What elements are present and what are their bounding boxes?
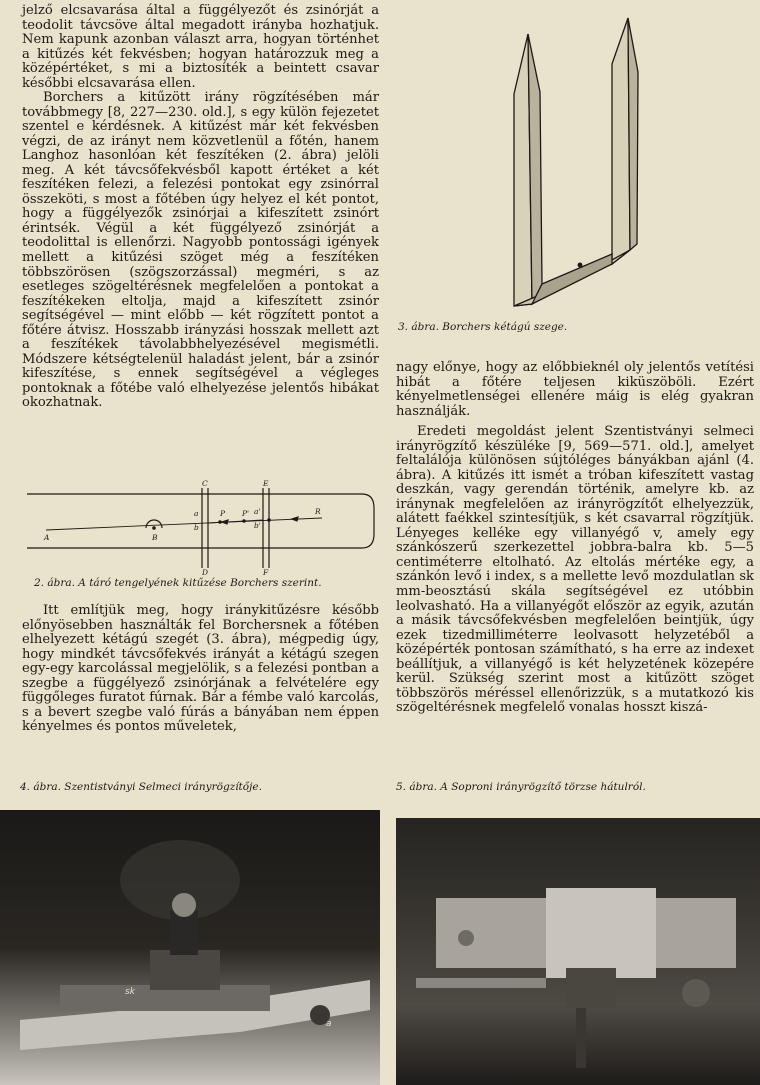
fig2-label-small-a: a: [194, 509, 199, 518]
figure-5-caption: 5. ábra. A Soproni irányrögzítő törzse hátulról.: [396, 781, 646, 793]
figure-2-diagram: [22, 476, 382, 576]
right-paragraph-1: nagy előnye, hogy az előbbieknél oly jelentős vetítési hibát a főtére teljesen kiküszöböli. Ezért kényelmetlenségei ellenére máig is elég gyakran használják.: [396, 360, 754, 419]
fig4-label-sk: sk: [125, 987, 135, 997]
figure-3-drawing: [490, 14, 650, 314]
left-paragraph-3: Itt említjük meg, hogy iránykitűzésre később előnyösebben használták fel Borchersnek a főtében elhelyezett kétágú szegét (3. ábra), mégpedig úgy, hogy mindkét távcsőfekvés irányát a kétágú szegen egy-egy karcolással megjelölik, s a felezési pontban a szegbe a függélyező zsinórjának a felvételére egy függőleges furatot fúrnak. Bár a fémbe való karcolás, s a bevert szegbe való fúrás a bányában nem éppen kényelmes és pontos műveletek,: [22, 603, 379, 735]
figure-4-photo: [0, 810, 380, 1085]
figure-5-photo: [396, 818, 760, 1085]
figure-4-caption: 4. ábra. Szentistványi Selmeci irányrögzítője.: [20, 781, 262, 793]
fig2-label-a-prime: a': [254, 507, 261, 516]
fig2-label-e: E: [263, 479, 269, 488]
fig2-label-p-prime: P': [242, 509, 250, 518]
right-paragraph-2: Eredeti megoldást jelent Szentistványi selmeci irányrögzítő készüléke [9, 569—571. old.], amelyet feltalálója különösen sújtóléges bányákban ajánl (4. ábra). A kitűzés itt ismét a tróban kifeszített vastag deszkán, vagy gerendán történik, amelyre kb. az iránynak megfelelően az irányrögzítőt elhelyezzük, alátett faékkel szintesítjük, s két csavarral rögzítjük. Lényeges kelléke egy villanyégő v, amely egy szánkószerű szerkezettel jobbra-balra kb. 5—5 centiméterre eltolható. Az eltolás mértéke egy, a szánkón levő i index, s a mellette levő mozdulatlan sk mm-beosztású skála segítségével ez utóbbin leolvasható. Ha a villanyégőt először az egyik, azután a másik távcsőfekvésben megfelelően beintjük, úgy ezek tizedmilliméterre leolvasott helyzetéből a középérték pontosan számítható, s ha erre az indexet beállítjuk, a villanyégő is két helyzetének közepére kerül. Szükség szerint most a kitűzött szöget többszörös méréssel ellenőrizzük, s a mutatkozó kis szögeltérésnek megfelelő vonalas hosszt kiszá-: [396, 424, 754, 716]
fig2-label-d: D: [202, 568, 209, 576]
figure-2: [22, 476, 382, 576]
fig4-label-a: a: [326, 1019, 332, 1029]
fig2-label-a: A: [44, 533, 50, 542]
figure-2-caption: 2. ábra. A táró tengelyének kitűzése Borchers szerint.: [34, 577, 322, 589]
figure-3: [490, 14, 650, 314]
fig2-label-r: R: [315, 507, 321, 516]
fig2-label-b: B: [152, 533, 158, 542]
fig2-label-f: F: [263, 568, 269, 576]
fig2-label-c: C: [202, 479, 208, 488]
fig2-label-p: P: [220, 509, 226, 518]
fig2-label-b-prime: b': [254, 521, 261, 530]
left-paragraph-1: jelző elcsavarása által a függélyezőt és zsinórját a teodolit távcsöve által megadott irányba hozhatjuk. Nem kapunk azonban választ arra, hogyan történhet a kitűzés két fekvésben; hogyan határozzuk meg a középértéket, s mi a biztosíték a beintett csavar későbbi elcsavarása ellen.: [22, 3, 379, 91]
left-paragraph-2: Borchers a kitűzött irány rögzítésében már továbbmegy [8, 227—230. old.], s egy külön fejezetet szentel e kérdésnek. A kitűzést már két fekvésben végzi, de az irányt nem közvetlenül a főtén, hanem Langhoz hasonlóan két feszítéken (2. ábra) jelöli meg. A két távcsőfekvésből kapott értéket a két feszítéken felezi, a felezési pontokat egy zsinórral összeköti, s most a főtében úgy helyez el két pontot, hogy a függélyezők zsinórjai a kifeszített zsinórt érintsék. Végül a két függélyező zsinórját a teodolittal is ellenőrzi. Nagyobb pontossági igények mellett a kitűzési szöget még a feszítéken többszörösen (szögszorzással) megméri, s az esetleges szögeltérésnek megfelelően a pontokat a feszítékeken eltolja, majd a kifeszített zsinór segítségével — mint előbb — két rögzített pontot a főtére átvisz. Hosszabb irányzási hosszak mellett azt a feszítékek távolabbhelyezésével megismétli. Módszere kétségtelenül haladást jelent, bár a zsinór kifeszítése, s ennek segítségével a végleges pontoknak a főtébe való elhelyezése jelentős hibákat okozhatnak.: [22, 90, 379, 411]
fig2-label-small-b: b: [194, 523, 199, 532]
figure-3-caption: 3. ábra. Borchers kétágú szege.: [398, 321, 568, 333]
